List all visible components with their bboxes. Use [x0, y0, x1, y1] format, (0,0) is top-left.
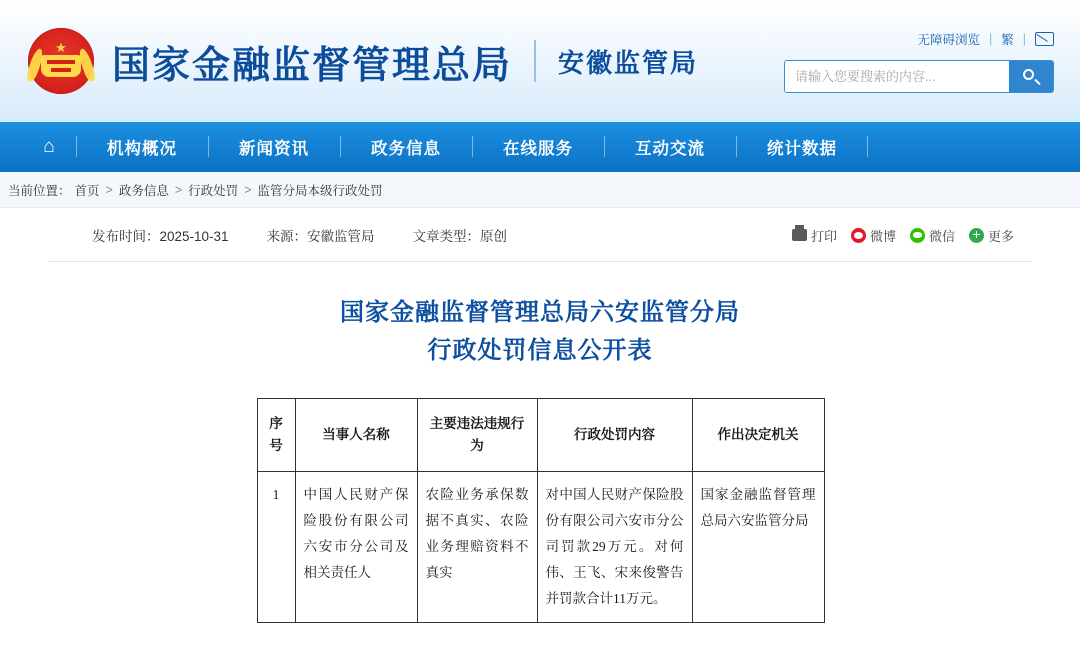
table-row	[257, 472, 824, 623]
breadcrumb-item-2[interactable]: 行政处罚	[188, 183, 239, 198]
breadcrumb-separator: >	[174, 182, 183, 197]
more-share-button[interactable]	[969, 226, 1014, 245]
breadcrumb-label: 当前位置：	[8, 183, 71, 198]
page-title	[48, 294, 1032, 370]
article-type: 文章类型：原创	[412, 228, 508, 244]
link-separator-1: |	[988, 31, 993, 46]
table-header-violation: 主要违法违规行为	[417, 399, 537, 472]
cell-index: 1	[257, 472, 295, 623]
home-icon[interactable]: ⌂	[43, 136, 55, 157]
nav-item-label: 机构概况	[107, 140, 177, 158]
breadcrumb-separator: >	[105, 182, 113, 197]
traditional-chinese-link[interactable]: 繁	[1001, 32, 1014, 47]
table-header-penalty: 行政处罚内容	[537, 399, 692, 472]
breadcrumb-item-0[interactable]: 首页	[74, 183, 100, 198]
table-header-row	[257, 399, 824, 472]
weibo-share-button[interactable]	[851, 226, 896, 245]
breadcrumb-item-1[interactable]: 政务信息	[118, 183, 169, 198]
cell-penalty: 对中国人民财产保险股份有限公司六安市分公司罚款29万元。对何伟、王飞、宋来俊警告并罚款合计11万元。	[537, 472, 692, 623]
nav-item-3[interactable]	[472, 122, 604, 172]
printer-icon	[792, 229, 807, 241]
title-divider	[534, 40, 536, 82]
penalty-table-wrapper	[257, 398, 824, 623]
nav-item-label: 在线服务	[503, 140, 573, 158]
print-label: 打印	[810, 228, 837, 244]
nav-item-label: 互动交流	[635, 140, 705, 158]
emblem-gear	[41, 55, 81, 77]
nav-item-label: 新闻资讯	[239, 140, 309, 158]
publish-time: 发布时间：2025-10-31	[92, 228, 229, 244]
main-navigation	[0, 122, 1080, 172]
nav-item-5[interactable]	[736, 122, 868, 172]
nav-item-label: 政务信息	[371, 140, 441, 158]
national-emblem-icon	[28, 28, 94, 94]
site-title: 国家金融监督管理总局	[112, 44, 513, 87]
nav-item-1[interactable]	[208, 122, 340, 172]
breadcrumb	[0, 172, 1080, 208]
search-icon	[1023, 69, 1034, 80]
header-utility-area	[754, 0, 1054, 122]
penalty-table	[257, 398, 825, 623]
search-button[interactable]	[1009, 61, 1053, 92]
article-meta	[48, 208, 1032, 262]
table-header-authority: 作出决定机关	[692, 399, 824, 472]
doc-title-line-2: 行政处罚信息公开表	[427, 338, 653, 364]
link-separator-2: |	[1022, 31, 1026, 46]
breadcrumb-separator: >	[244, 182, 252, 197]
wechat-share-button[interactable]	[910, 226, 955, 245]
table-header-index: 序号	[257, 399, 295, 472]
mail-icon[interactable]	[1035, 32, 1054, 46]
cell-party: 中国人民财产保险股份有限公司六安市分公司及相关责任人	[295, 472, 417, 623]
nav-item-label: 统计数据	[767, 140, 837, 158]
site-header	[0, 0, 1080, 122]
cell-authority: 国家金融监督管理总局六安监管分局	[692, 472, 824, 623]
site-subtitle: 安徽监管局	[558, 48, 699, 78]
header-links	[917, 30, 1054, 48]
search-box	[784, 60, 1054, 93]
more-icon	[969, 228, 984, 243]
print-button[interactable]	[792, 226, 837, 245]
share-group	[792, 208, 1014, 262]
wechat-label: 微信	[928, 228, 955, 244]
weibo-icon	[851, 228, 866, 243]
nav-item-2[interactable]	[340, 122, 472, 172]
nav-item-4[interactable]	[604, 122, 736, 172]
table-header-party: 当事人名称	[295, 399, 417, 472]
accessibility-link[interactable]: 无障碍浏览	[917, 32, 980, 47]
doc-title-line-1: 国家金融监督管理总局六安监管分局	[340, 300, 740, 326]
breadcrumb-item-3[interactable]: 监管分局本级行政处罚	[257, 183, 383, 198]
emblem-star: ★	[55, 40, 67, 55]
search-icon-handle	[1034, 78, 1040, 84]
cell-violation: 农险业务承保数据不真实、农险业务理赔资料不真实	[417, 472, 537, 623]
search-input[interactable]	[785, 61, 1009, 92]
more-label: 更多	[987, 228, 1014, 244]
article-source: 来源：安徽监管局	[266, 228, 375, 244]
weibo-label: 微博	[869, 228, 896, 244]
nav-item-0[interactable]	[76, 122, 208, 172]
wechat-icon	[910, 228, 925, 243]
article-body	[0, 208, 1080, 623]
